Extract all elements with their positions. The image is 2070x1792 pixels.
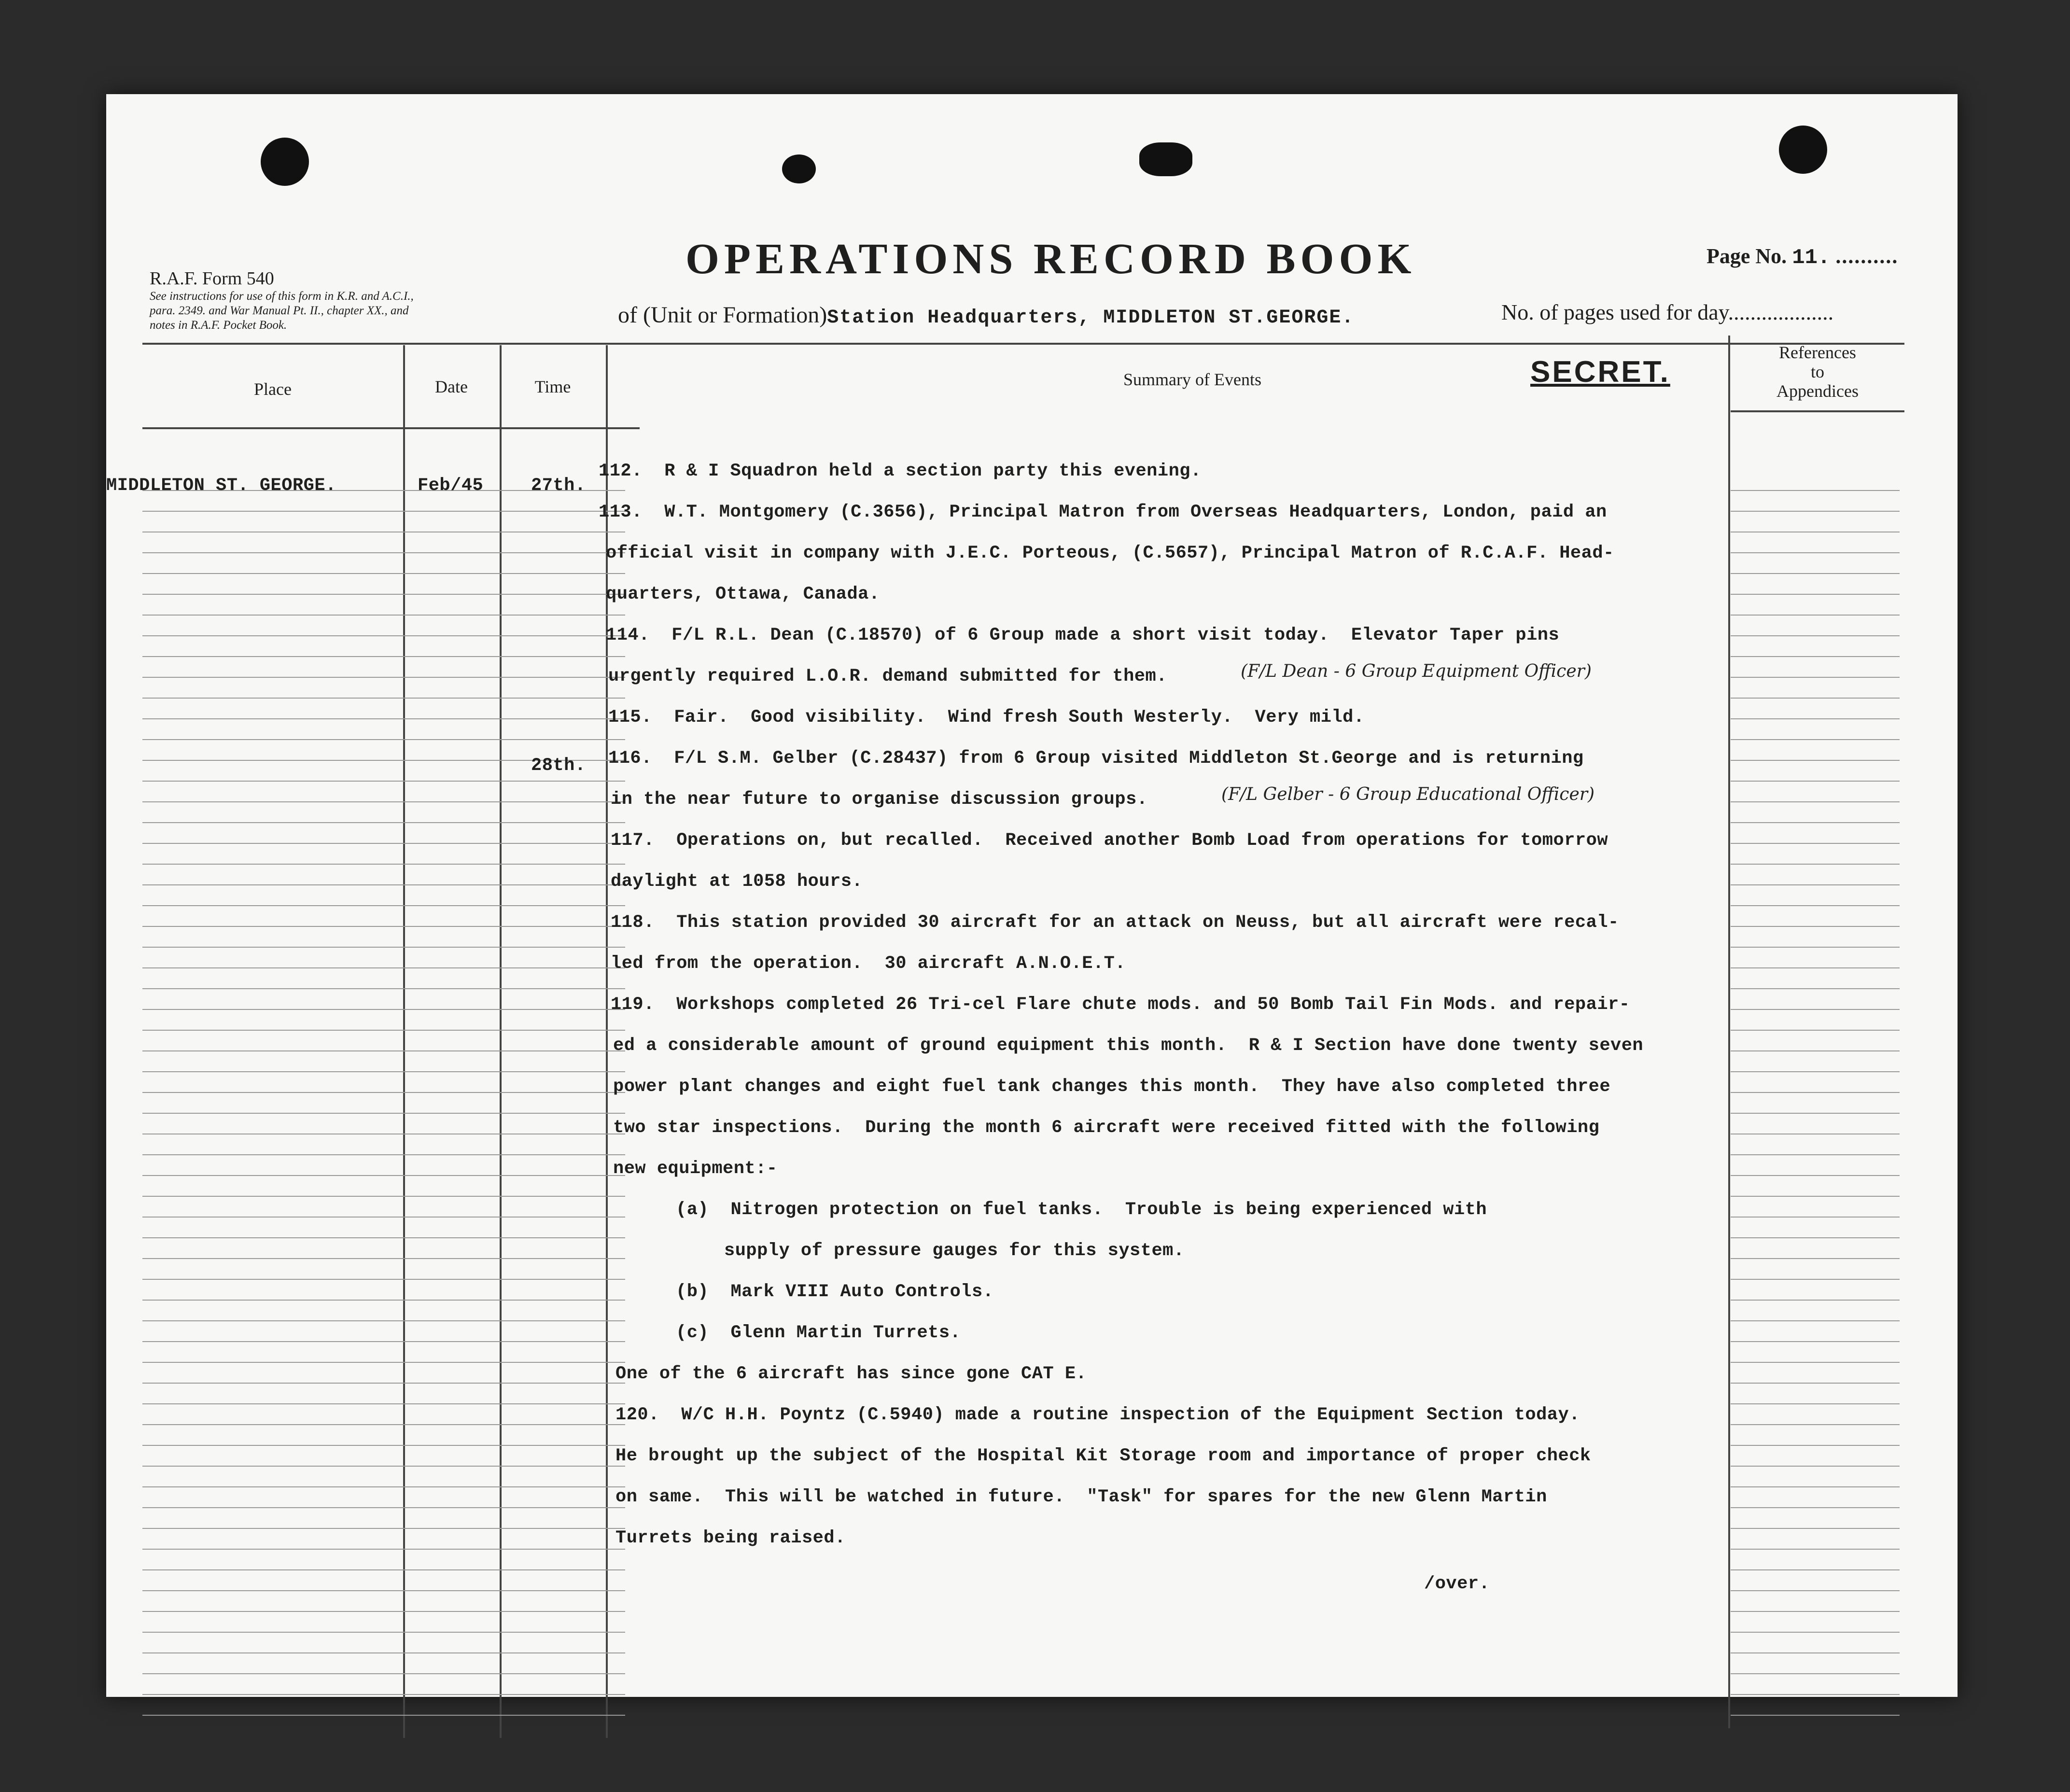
rule-line [142, 781, 625, 782]
references-heading-line: to [1810, 362, 1824, 381]
rule-line [1731, 1217, 1900, 1218]
column-divider [403, 345, 405, 1738]
rule-line [1731, 864, 1900, 865]
rule-line [142, 1445, 625, 1446]
rule-line [142, 926, 625, 927]
rule-line [1731, 947, 1900, 948]
rule-line [1731, 1611, 1900, 1612]
rule-line [1731, 1092, 1900, 1093]
page-number: Page No. 11. .......... [1706, 244, 1899, 270]
summary-line: (a) Nitrogen protection on fuel tanks. Trouble is being experienced with [676, 1200, 1487, 1220]
rule-line [142, 1196, 625, 1197]
summary-line: urgently required L.O.R. demand submitted for them. [608, 666, 1167, 686]
rule-line [1731, 1590, 1900, 1591]
rule-line [1731, 1549, 1900, 1550]
rule-line [1731, 967, 1900, 968]
rule-line [1731, 1652, 1900, 1653]
rule-line [142, 511, 625, 512]
handwritten-annotation: (F/L Dean - 6 Group Equipment Officer) [1241, 661, 1592, 681]
header-bottom-rule [142, 427, 640, 429]
summary-line: Turrets being raised. [615, 1528, 846, 1548]
page-no-value: 11. [1792, 246, 1831, 270]
rule-line [1731, 905, 1900, 906]
date-heading: Date [435, 377, 468, 396]
summary-line: led from the operation. 30 aircraft A.N.O.E.T. [611, 953, 1126, 974]
summary-line: quarters, Ottawa, Canada. [606, 584, 880, 604]
form-note-line: para. 2349. and War Manual Pt. II., chapter XX., and [150, 304, 409, 317]
unit-label: of (Unit or Formation) [618, 302, 827, 328]
summary-line: official visit in company with J.E.C. Porteous, (C.5657), Principal Matron of R.C.A.F. Head- [606, 543, 1614, 563]
rule-line [1731, 594, 1900, 595]
summary-line: on same. This will be watched in future. "Task" for spares for the new Glenn Martin [615, 1487, 1547, 1507]
rule-line [142, 1632, 625, 1633]
rule-line [142, 615, 625, 616]
table-top-rule [142, 343, 1904, 345]
form-note-line: See instructions for use of this form in K.R. and A.C.I., [150, 290, 414, 303]
rule-line [142, 905, 625, 906]
rule-line [142, 1403, 625, 1404]
rule-line [1731, 511, 1900, 512]
rule-line [142, 947, 625, 948]
rule-line [142, 1237, 625, 1238]
summary-line: supply of pressure gauges for this system. [724, 1241, 1185, 1261]
rule-line [142, 1569, 625, 1570]
rule-line [1731, 1569, 1900, 1570]
rule-line [142, 1486, 625, 1487]
rule-line [142, 1300, 625, 1301]
column-divider [500, 345, 502, 1738]
summary-line: daylight at 1058 hours. [611, 871, 863, 892]
rule-line [142, 1175, 625, 1176]
rule-line [1731, 1175, 1900, 1176]
rule-line [1731, 677, 1900, 678]
summary-line: 112. R & I Squadron held a section party this evening. [599, 461, 1202, 481]
place-heading: Place [254, 379, 292, 399]
rule-line [1731, 988, 1900, 989]
summary-line: He brought up the subject of the Hospital Kit Storage room and importance of proper check [615, 1446, 1591, 1466]
rule-line [142, 1030, 625, 1031]
column-divider [1728, 336, 1730, 1728]
rule-line [1731, 1424, 1900, 1425]
summary-line: (b) Mark VIII Auto Controls. [676, 1282, 994, 1302]
pages-used-label: No. of pages used for day [1501, 300, 1728, 324]
summary-line: 118. This station provided 30 aircraft for an attack on Neuss, but all aircraft were recal- [611, 912, 1619, 933]
rule-line [142, 635, 625, 636]
rule-line [1731, 1362, 1900, 1363]
rule-line [1731, 552, 1900, 553]
form-note-line: notes in R.A.F. Pocket Book. [150, 319, 287, 332]
summary-line: 115. Fair. Good visibility. Wind fresh South Westerly. Very mild. [608, 707, 1365, 728]
rule-line [142, 1009, 625, 1010]
form-number: R.A.F. Form 540 [150, 268, 274, 289]
entry-time: 28th. [531, 756, 586, 776]
rule-line [1731, 1237, 1900, 1238]
page-no-label: Page No. [1706, 244, 1787, 268]
punch-hole-left [261, 138, 309, 186]
rule-line [1731, 1071, 1900, 1072]
rule-line [142, 677, 625, 678]
rule-line [142, 1694, 625, 1695]
entry-time: 27th. [531, 476, 586, 496]
rule-line [1731, 822, 1900, 823]
rule-line [1731, 573, 1900, 574]
rule-line [1731, 843, 1900, 844]
rule-line [1731, 1300, 1900, 1301]
rule-line [1731, 1466, 1900, 1467]
rule-line [1731, 1445, 1900, 1446]
handwritten-annotation: (F/L Gelber - 6 Group Educational Officer) [1221, 784, 1594, 804]
rule-line [142, 1652, 625, 1653]
summary-line: 114. F/L R.L. Dean (C.18570) of 6 Group made a short visit today. Elevator Taper pins [606, 625, 1560, 645]
rule-line [142, 1320, 625, 1321]
rule-line [1731, 1279, 1900, 1280]
form-instructions [150, 268, 570, 333]
unit-line [618, 302, 1354, 329]
record-sheet [106, 94, 1958, 1697]
rule-line [142, 822, 625, 823]
rule-line [1731, 801, 1900, 802]
summary-line: new equipment:- [613, 1159, 778, 1179]
summary-line: (c) Glenn Martin Turrets. [676, 1323, 961, 1343]
rule-line [1731, 884, 1900, 885]
rule-line [142, 864, 625, 865]
entry-place: MIDDLETON ST. GEORGE. [106, 476, 336, 496]
pages-used: No. of pages used for day................... [1501, 300, 1834, 324]
rule-line [142, 884, 625, 885]
book-title: OPERATIONS RECORD BOOK [685, 235, 1416, 283]
summary-line: in the near future to organise discussion groups. [611, 789, 1148, 810]
rule-line [1731, 1528, 1900, 1529]
rule-line [142, 1424, 625, 1425]
rule-line [1731, 635, 1900, 636]
references-heading [1731, 343, 1904, 401]
rule-line [142, 1341, 625, 1342]
rule-line [142, 1528, 625, 1529]
rule-line [1731, 1383, 1900, 1384]
rule-line [142, 1113, 625, 1114]
rule-line [142, 967, 625, 968]
rule-line [142, 801, 625, 802]
references-heading-line: Appendices [1776, 381, 1859, 401]
rule-line [142, 552, 625, 553]
rule-line [1731, 926, 1900, 927]
punch-hole-center [1139, 142, 1192, 176]
rule-line [1731, 739, 1900, 740]
rule-line [1731, 698, 1900, 699]
summary-line: /over. [1424, 1574, 1490, 1594]
rule-line [1731, 1694, 1900, 1695]
summary-line: 119. Workshops completed 26 Tri-cel Flare chute mods. and 50 Bomb Tail Fin Mods. and repair- [611, 994, 1630, 1015]
rule-line [1731, 1715, 1900, 1716]
rule-line [142, 1715, 625, 1716]
rule-line [142, 843, 625, 844]
rule-line [1731, 1507, 1900, 1508]
rule-line [1731, 1113, 1900, 1114]
rule-line [1731, 760, 1900, 761]
rule-line [1731, 718, 1900, 719]
summary-line: ed a considerable amount of ground equipment this month. R & I Section have done twenty seven [613, 1036, 1644, 1056]
rule-line [1731, 1341, 1900, 1342]
rule-line [1731, 1632, 1900, 1633]
rule-line [1731, 781, 1900, 782]
rule-line [1731, 1673, 1900, 1674]
rule-line [1731, 1196, 1900, 1197]
rule-line [142, 1050, 625, 1051]
rule-line [1731, 1050, 1900, 1051]
rule-line [142, 739, 625, 740]
rule-line [142, 1611, 625, 1612]
rule-line [142, 1092, 625, 1093]
rule-line [142, 1673, 625, 1674]
rule-line [1731, 615, 1900, 616]
punch-hole-right [1779, 126, 1827, 174]
summary-line: 116. F/L S.M. Gelber (C.28437) from 6 Group visited Middleton St.George and is returning [608, 748, 1584, 769]
rule-line [142, 1217, 625, 1218]
rule-line [1731, 1320, 1900, 1321]
rule-line [1731, 656, 1900, 657]
rule-line [142, 1466, 625, 1467]
rule-line [1731, 1009, 1900, 1010]
unit-value: Station Headquarters, MIDDLETON ST.GEORGE. [827, 307, 1355, 329]
rule-line [142, 1258, 625, 1259]
rule-line [142, 1071, 625, 1072]
rule-line [142, 1362, 625, 1363]
entry-date: Feb/45 [418, 476, 484, 496]
references-heading-line: References [1779, 343, 1856, 362]
punch-hole-center-left [782, 154, 816, 183]
rule-line [142, 1154, 625, 1155]
summary-line: 117. Operations on, but recalled. Received another Bomb Load from operations for tomorrow [611, 830, 1608, 851]
rule-line [142, 698, 625, 699]
rule-line [142, 1590, 625, 1591]
time-heading: Time [534, 377, 571, 396]
rule-line [142, 656, 625, 657]
rule-line [1731, 490, 1900, 491]
rule-line [1731, 1030, 1900, 1031]
rule-line [142, 1549, 625, 1550]
summary-line: power plant changes and eight fuel tank changes this month. They have also completed three [613, 1077, 1611, 1097]
summary-line: two star inspections. During the month 6 aircraft were received fitted with the following [613, 1118, 1600, 1138]
rule-line [142, 573, 625, 574]
rule-line [142, 988, 625, 989]
rule-line [142, 594, 625, 595]
rule-line [1731, 1403, 1900, 1404]
rule-line [1731, 1154, 1900, 1155]
summary-line: 120. W/C H.H. Poyntz (C.5940) made a routine inspection of the Equipment Section today. [615, 1405, 1580, 1425]
secret-stamp: SECRET. [1530, 355, 1670, 389]
rule-line [1731, 1258, 1900, 1259]
rule-line [1731, 1486, 1900, 1487]
rule-line [142, 1507, 625, 1508]
summary-line: One of the 6 aircraft has since gone CAT E. [615, 1364, 1087, 1384]
summary-heading: Summary of Events [1123, 370, 1261, 389]
rule-line [142, 718, 625, 719]
summary-line: 113. W.T. Montgomery (C.3656), Principal Matron from Overseas Headquarters, London, paid an [599, 502, 1607, 522]
header-bottom-rule-right [1731, 410, 1904, 412]
rule-line [142, 1383, 625, 1384]
rule-line [142, 1279, 625, 1280]
